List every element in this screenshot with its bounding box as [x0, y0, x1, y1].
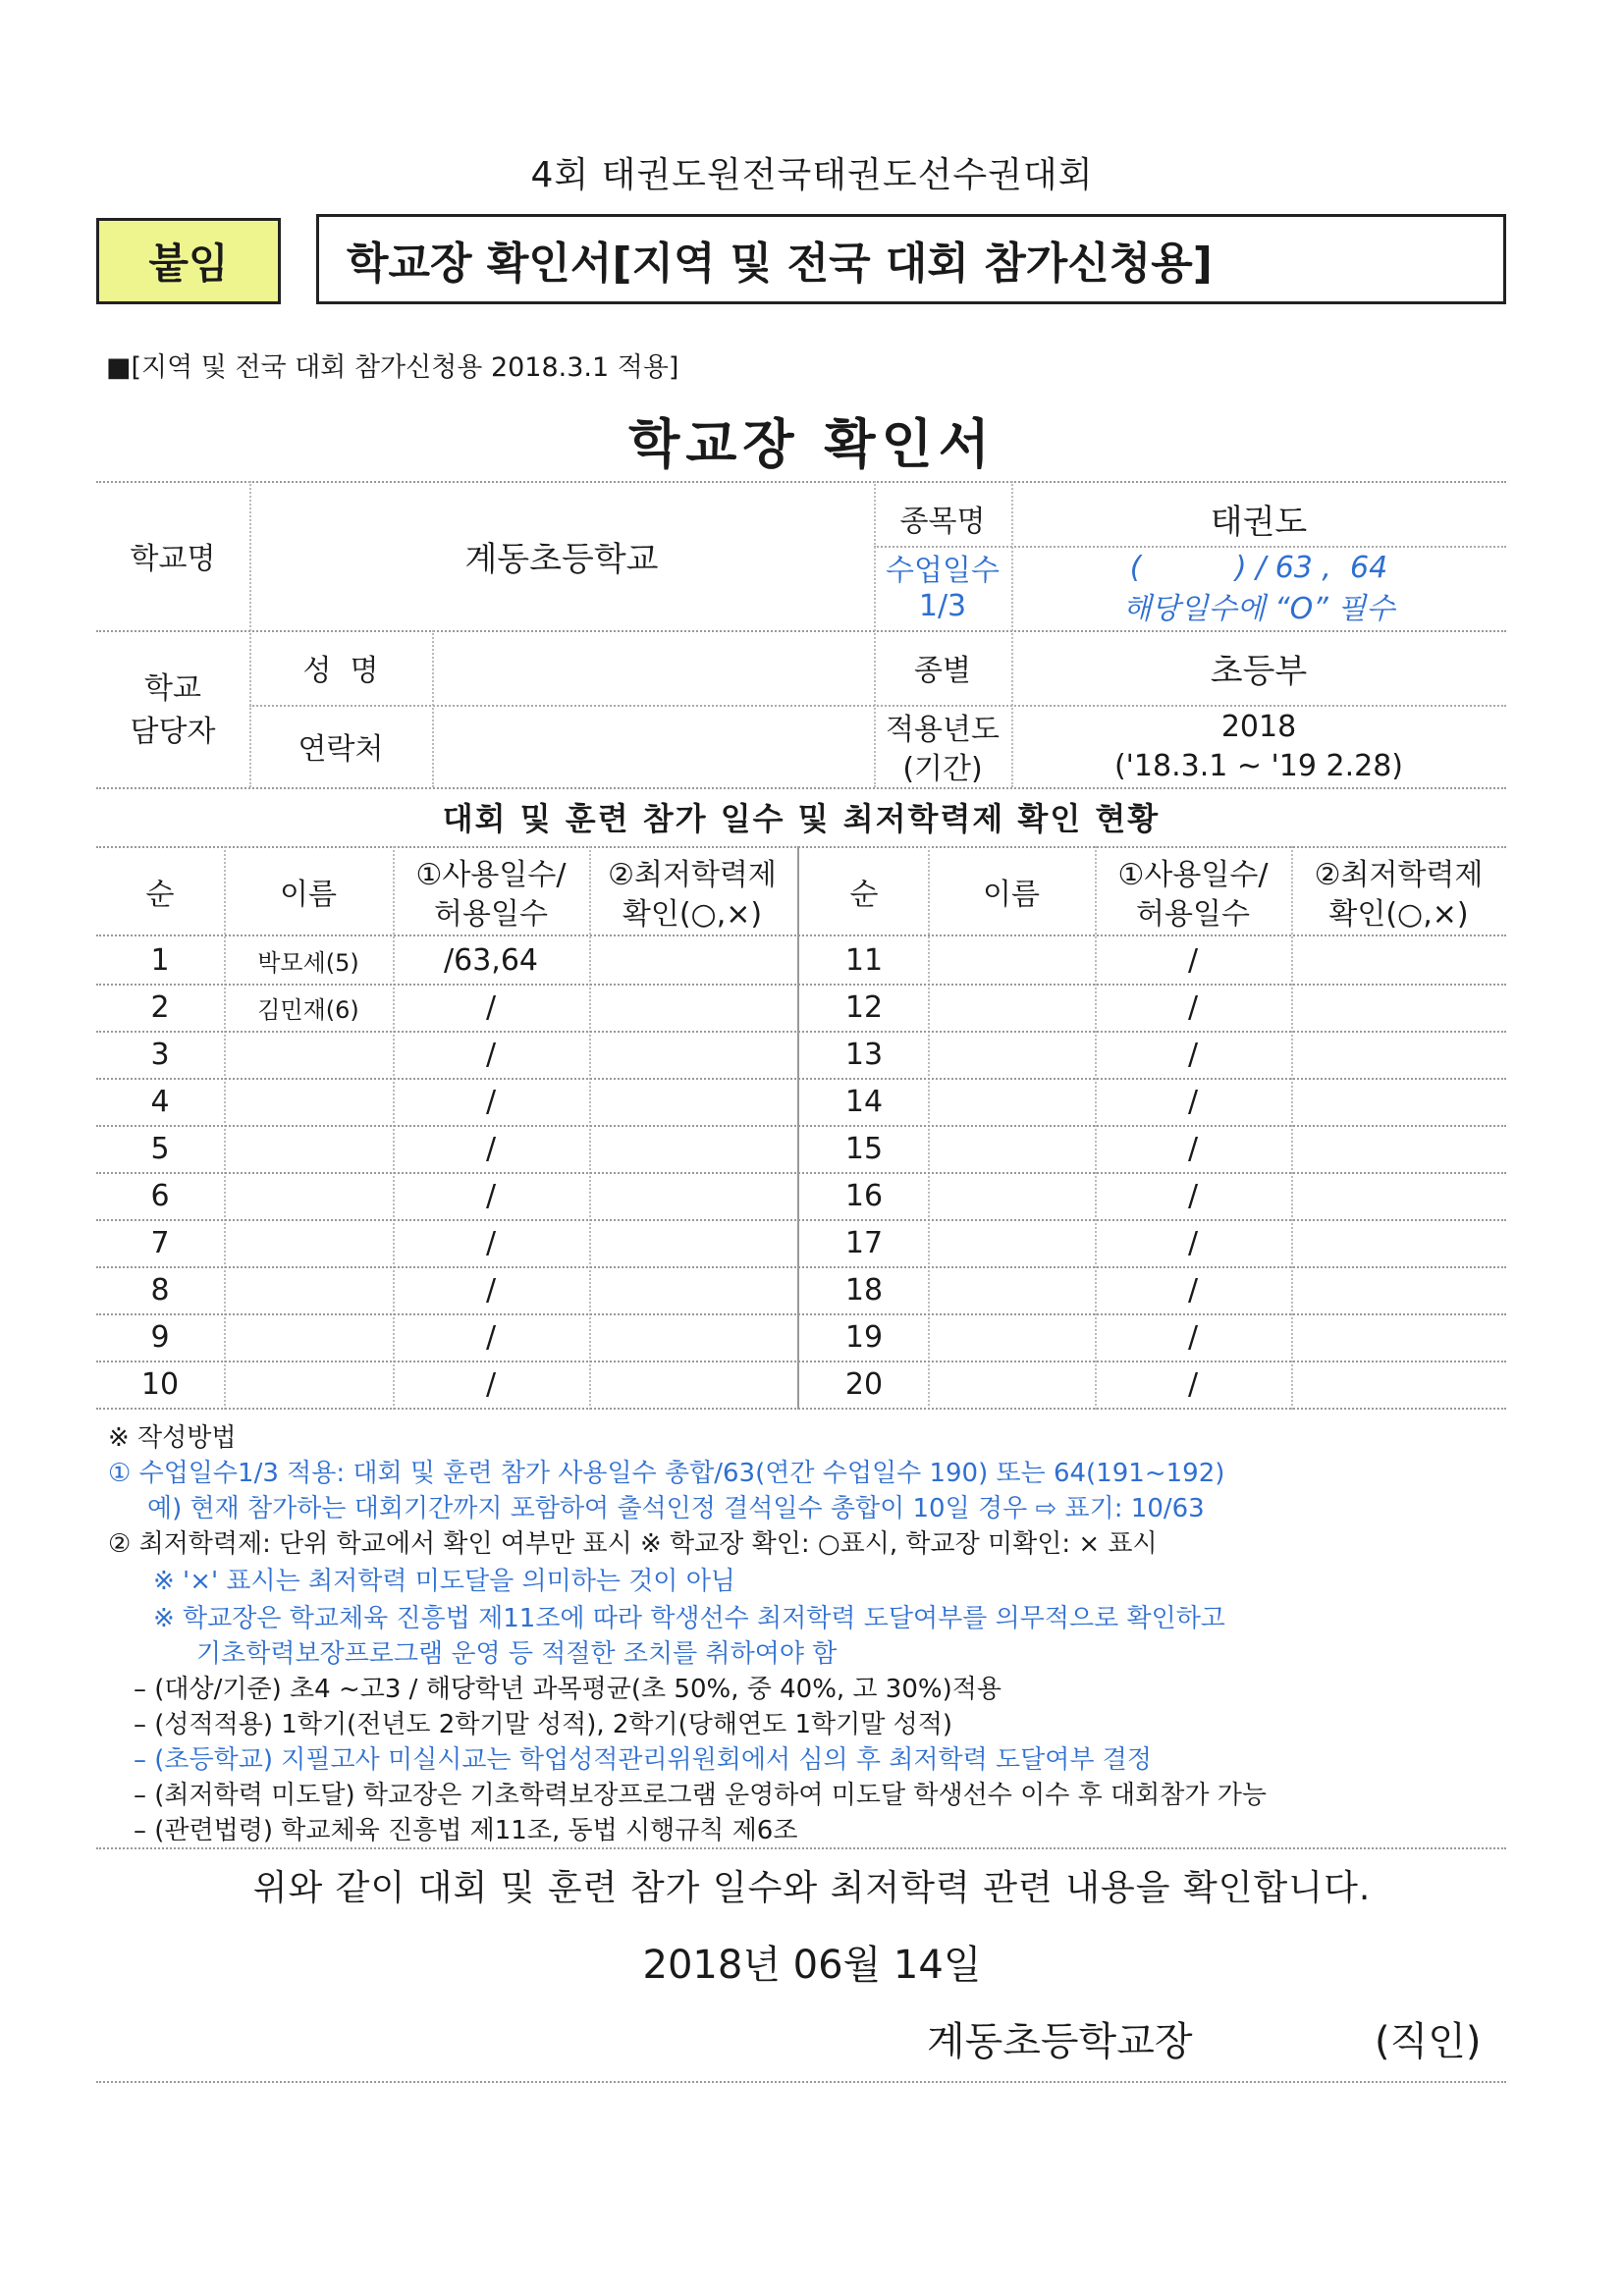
class-days-note: 해당일수에 “O” 필수 [1122, 592, 1395, 626]
cell-days: / [485, 1084, 497, 1119]
cell-min[interactable] [1291, 1125, 1506, 1172]
header-min-2: 확인(○,×) [622, 897, 763, 932]
header-name: 이름 [280, 878, 337, 912]
cell-min[interactable] [1291, 984, 1506, 1031]
cell-days: /63,64 [444, 942, 538, 978]
attachment-label: 붙임 [96, 218, 281, 304]
phone-label: 연락처 [298, 732, 384, 767]
table-title: 대회 및 훈련 참가 일수 및 최저학력제 확인 현황 [442, 800, 1161, 837]
cell-days: / [485, 1319, 497, 1355]
year-period: ('18.3.1 ~ '19 2.28) [1113, 748, 1404, 783]
cell-no: 20 [844, 1366, 884, 1402]
cell-name[interactable] [224, 1031, 393, 1078]
document-date: 2018년 06월 14일 [642, 1943, 982, 1988]
cell-no: 18 [844, 1272, 884, 1308]
cell-name[interactable]: 김민재(6) [257, 995, 359, 1024]
cell-name[interactable] [928, 1266, 1095, 1313]
cell-min[interactable] [589, 1361, 795, 1408]
cell-no: 17 [844, 1225, 884, 1260]
year-sub-label: (기간) [902, 752, 983, 786]
cell-no: 8 [150, 1272, 170, 1308]
cell-name[interactable] [224, 1219, 393, 1266]
contact-group-label-2: 담당자 [130, 715, 216, 749]
cell-no: 1 [150, 942, 170, 978]
cell-days: / [485, 1178, 497, 1213]
cell-name[interactable] [928, 1031, 1095, 1078]
contact-group-label: 학교 [144, 671, 201, 706]
method-line: ① 수업일수1/3 적용: 대회 및 훈련 참가 사용일수 총합/63(연간 수업일수 190) 또는 64(191~192) [108, 1459, 1225, 1488]
cell-min[interactable] [589, 1078, 795, 1125]
phone-field[interactable] [432, 705, 874, 787]
method-line: – (성적적용) 1학기(전년도 2학기말 성적), 2학기(당해연도 1학기말 성적) [134, 1710, 953, 1739]
method-heading: ※ 작성방법 [108, 1423, 237, 1453]
school-name-label: 학교명 [130, 542, 216, 576]
cell-days: / [485, 1037, 497, 1072]
event-title: 4회 태권도원전국태권도선수권대회 [530, 155, 1094, 195]
cell-name[interactable] [928, 1078, 1095, 1125]
cell-days: / [485, 1272, 497, 1308]
cell-min[interactable] [589, 984, 795, 1031]
page-title: 학교장 확인서 [628, 413, 996, 475]
cell-no: 6 [150, 1178, 170, 1213]
cell-days: / [1187, 1037, 1199, 1072]
method-line: – (초등학교) 지필고사 미실시교는 학업성적관리위원회에서 심의 후 최저학력 도달여부 결정 [134, 1745, 1152, 1775]
divider [96, 1847, 1506, 1849]
cell-no: 16 [844, 1178, 884, 1213]
event-label: 종목명 [899, 505, 986, 539]
method-line: 기초학력보장프로그램 운영 등 적절한 조치를 취하여야 함 [196, 1639, 838, 1669]
header-min-right: ②최저학력제 [1314, 858, 1484, 892]
header-no-right: 순 [849, 878, 879, 912]
method-line: ※ 학교장은 학교체육 진흥법 제11조에 따라 학생선수 최저학력 도달여부를 의무적으로 확인하고 [153, 1604, 1225, 1633]
cell-name[interactable] [224, 1078, 393, 1125]
official-seal: (직인) [1375, 2019, 1482, 2064]
cell-min[interactable] [1291, 1078, 1506, 1125]
class-days-value: ( ) / 63 , 64 [1129, 550, 1388, 585]
principal-title: 계동초등학교장 [927, 2019, 1193, 2064]
header-min: ②최저학력제 [608, 858, 777, 892]
cell-min[interactable] [589, 1125, 795, 1172]
cell-min[interactable] [1291, 1219, 1506, 1266]
divider [96, 2081, 1506, 2083]
cell-min[interactable] [1291, 1266, 1506, 1313]
division-value: 초등부 [1210, 651, 1308, 691]
cell-no: 14 [844, 1084, 884, 1119]
cell-days: / [485, 989, 497, 1025]
cell-name[interactable] [224, 1361, 393, 1408]
header-name-right: 이름 [983, 878, 1040, 912]
application-note: ■[지역 및 전국 대회 참가신청용 2018.3.1 적용] [106, 352, 679, 383]
cell-min[interactable] [589, 1313, 795, 1361]
class-days-sub: 1/3 [918, 588, 967, 623]
document-box-title: 학교장 확인서[지역 및 전국 대회 참가신청용] [316, 214, 1506, 304]
name-field[interactable] [432, 630, 874, 705]
method-line: – (대상/기준) 초4 ~고3 / 해당학년 과목평균(초 50%, 중 40%, 고 30%)적용 [134, 1675, 1001, 1704]
cell-no: 7 [150, 1225, 170, 1260]
cell-name[interactable]: 박모세(5) [257, 948, 359, 977]
cell-no: 4 [150, 1084, 170, 1119]
cell-no: 12 [844, 989, 884, 1025]
cell-min[interactable] [1291, 936, 1506, 984]
year-label: 적용년도 [886, 713, 1000, 747]
cell-name[interactable] [928, 1361, 1095, 1408]
cell-days: / [1187, 942, 1199, 978]
event-value: 태권도 [1210, 502, 1308, 542]
cell-days: / [1187, 1178, 1199, 1213]
cell-days: / [485, 1131, 497, 1166]
cell-min[interactable] [1291, 1031, 1506, 1078]
confirmation-statement: 위와 같이 대회 및 훈련 참가 일수와 최저학력 관련 내용을 확인합니다. [252, 1868, 1372, 1908]
cell-name[interactable] [224, 1313, 393, 1361]
cell-no: 2 [150, 989, 170, 1025]
cell-no: 9 [150, 1319, 170, 1355]
cell-min[interactable] [1291, 1172, 1506, 1219]
cell-min[interactable] [1291, 1313, 1506, 1361]
cell-min[interactable] [589, 936, 795, 984]
header-days-right-2: 허용일수 [1136, 897, 1250, 932]
school-name-value: 계동초등학교 [464, 539, 659, 579]
cell-name[interactable] [224, 1172, 393, 1219]
cell-min[interactable] [589, 1172, 795, 1219]
cell-min[interactable] [589, 1031, 795, 1078]
cell-days: / [1187, 1084, 1199, 1119]
cell-name[interactable] [928, 1125, 1095, 1172]
cell-no: 13 [844, 1037, 884, 1072]
cell-no: 15 [844, 1131, 884, 1166]
cell-no: 19 [844, 1319, 884, 1355]
year-value: 2018 [1220, 709, 1297, 744]
cell-days: / [1187, 1366, 1199, 1402]
method-line: ※ '×' 표시는 최저학력 미도달을 의미하는 것이 아님 [153, 1567, 735, 1596]
cell-days: / [485, 1366, 497, 1402]
method-line: – (최저학력 미도달) 학교장은 기초학력보장프로그램 운영하여 미도달 학생선수 이수 후 대회참가 가능 [134, 1781, 1267, 1810]
cell-name[interactable] [928, 984, 1095, 1031]
cell-name[interactable] [928, 1313, 1095, 1361]
divider [96, 787, 1506, 789]
cell-days: / [1187, 1225, 1199, 1260]
cell-days: / [1187, 989, 1199, 1025]
cell-name[interactable] [928, 936, 1095, 984]
cell-name[interactable] [928, 1219, 1095, 1266]
division-label: 종별 [914, 654, 971, 688]
method-line: 예) 현재 참가하는 대회기간까지 포함하여 출석인정 결석일수 총합이 10일 경우 ⇨ 표기: 10/63 [147, 1494, 1205, 1523]
header-days-right: ①사용일수/ [1117, 858, 1269, 892]
header-days: ①사용일수/ [415, 858, 567, 892]
cell-days: / [1187, 1131, 1199, 1166]
cell-name[interactable] [224, 1125, 393, 1172]
header-min-right-2: 확인(○,×) [1328, 897, 1469, 932]
cell-min[interactable] [589, 1219, 795, 1266]
header-no: 순 [145, 878, 175, 912]
cell-min[interactable] [1291, 1361, 1506, 1408]
cell-name[interactable] [928, 1172, 1095, 1219]
cell-no: 10 [140, 1366, 180, 1402]
class-days-label: 수업일수 [886, 554, 1000, 588]
cell-min[interactable] [589, 1266, 795, 1313]
cell-no: 5 [150, 1131, 170, 1166]
header-days-2: 허용일수 [434, 897, 548, 932]
divider [96, 846, 1506, 848]
method-line: – (관련법령) 학교체육 진흥법 제11조, 동법 시행규칙 제6조 [134, 1816, 798, 1845]
name-label: 성 명 [302, 654, 379, 688]
method-line: ② 최저학력제: 단위 학교에서 확인 여부만 표시 ※ 학교장 확인: ○표시, 학교장 미확인: × 표시 [108, 1529, 1158, 1559]
cell-no: 11 [844, 942, 884, 978]
cell-days: / [485, 1225, 497, 1260]
divider [797, 846, 799, 1410]
cell-days: / [1187, 1319, 1199, 1355]
divider [96, 1408, 1506, 1410]
cell-no: 3 [150, 1037, 170, 1072]
cell-name[interactable] [224, 1266, 393, 1313]
cell-days: / [1187, 1272, 1199, 1308]
